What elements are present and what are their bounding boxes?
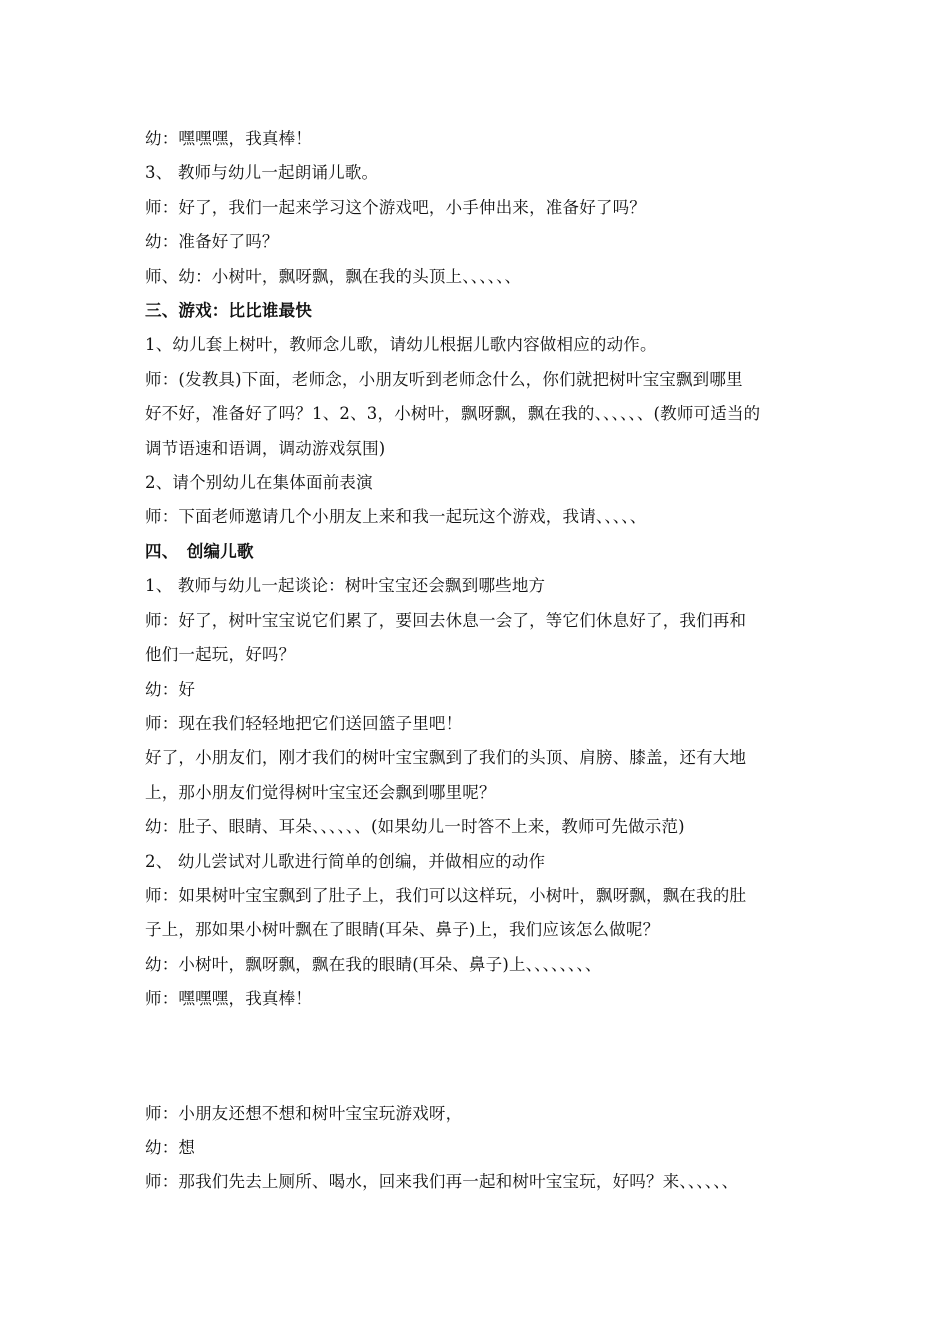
dialogue-line: 师：好了，我们一起来学习这个游戏吧，小手伸出来，准备好了吗？ xyxy=(145,197,646,217)
dialogue-line: 幼：想 xyxy=(145,1137,196,1157)
dialogue-line: 师：(发教具)下面，老师念，小朋友听到老师念什么，你们就把树叶宝宝飘到哪里 xyxy=(145,369,743,389)
step-line: 2、 幼儿尝试对儿歌进行简单的创编，并做相应的动作 xyxy=(145,851,546,871)
section-heading-4: 四、 创编儿歌 xyxy=(145,541,254,561)
dialogue-line: 好了，小朋友们，刚才我们的树叶宝宝飘到了我们的头顶、肩膀、膝盖，还有大地 xyxy=(145,748,747,768)
dialogue-line: 幼：嘿嘿嘿，我真棒！ xyxy=(145,129,312,148)
dialogue-line: 幼：准备好了吗？ xyxy=(145,232,279,252)
dialogue-line: 师：如果树叶宝宝飘到了肚子上，我们可以这样玩，小树叶，飘呀飘，飘在我的肚 xyxy=(145,885,747,905)
dialogue-line: 师：下面老师邀请几个小朋友上来和我一起玩这个游戏，我请、、、、、 xyxy=(145,507,647,527)
document-body xyxy=(145,122,809,1200)
blank-space xyxy=(145,1017,809,1097)
step-line: 2、请个别幼儿在集体面前表演 xyxy=(145,473,373,493)
step-line: 1、 教师与幼儿一起谈论：树叶宝宝还会飘到哪些地方 xyxy=(145,576,546,596)
dialogue-line: 师：小朋友还想不想和树叶宝宝玩游戏呀， xyxy=(145,1103,463,1123)
dialogue-line: 上，那小朋友们觉得树叶宝宝还会飘到哪里呢？ xyxy=(145,782,496,802)
step-line: 1、幼儿套上树叶，教师念儿歌，请幼儿根据儿歌内容做相应的动作。 xyxy=(145,335,657,355)
dialogue-line: 师：那我们先去上厕所、喝水，回来我们再一起和树叶宝宝玩，好吗？来、、、、、、 xyxy=(145,1172,739,1192)
dialogue-line: 子上，那如果小树叶飘在了眼睛(耳朵、鼻子)上，我们应该怎么做呢？ xyxy=(145,920,660,940)
dialogue-line: 调节语速和语调，调动游戏氛围) xyxy=(145,438,386,458)
dialogue-line: 师、幼：小树叶，飘呀飘，飘在我的头顶上、、、、、、 xyxy=(145,266,522,286)
dialogue-line: 幼：肚子、眼睛、耳朵、、、、、、(如果幼儿一时答不上来，教师可先做示范) xyxy=(145,817,685,837)
dialogue-line: 师：现在我们轻轻地把它们送回篮子里吧！ xyxy=(145,713,463,733)
dialogue-line: 师：嘿嘿嘿，我真棒！ xyxy=(145,989,312,1009)
step-line: 3、 教师与幼儿一起朗诵儿歌。 xyxy=(145,163,379,183)
dialogue-line: 师：好了，树叶宝宝说它们累了，要回去休息一会了，等它们休息好了，我们再和 xyxy=(145,610,747,630)
dialogue-line: 幼：好 xyxy=(145,679,196,699)
dialogue-line: 他们一起玩，好吗？ xyxy=(145,645,296,665)
dialogue-line: 幼：小树叶，飘呀飘，飘在我的眼睛(耳朵、鼻子)上、、、、、、、、 xyxy=(145,954,602,974)
dialogue-line: 好不好，准备好了吗？1、2、3，小树叶，飘呀飘，飘在我的、、、、、、(教师可适当的 xyxy=(145,404,761,424)
section-heading-3: 三、游戏：比比谁最快 xyxy=(145,301,312,321)
